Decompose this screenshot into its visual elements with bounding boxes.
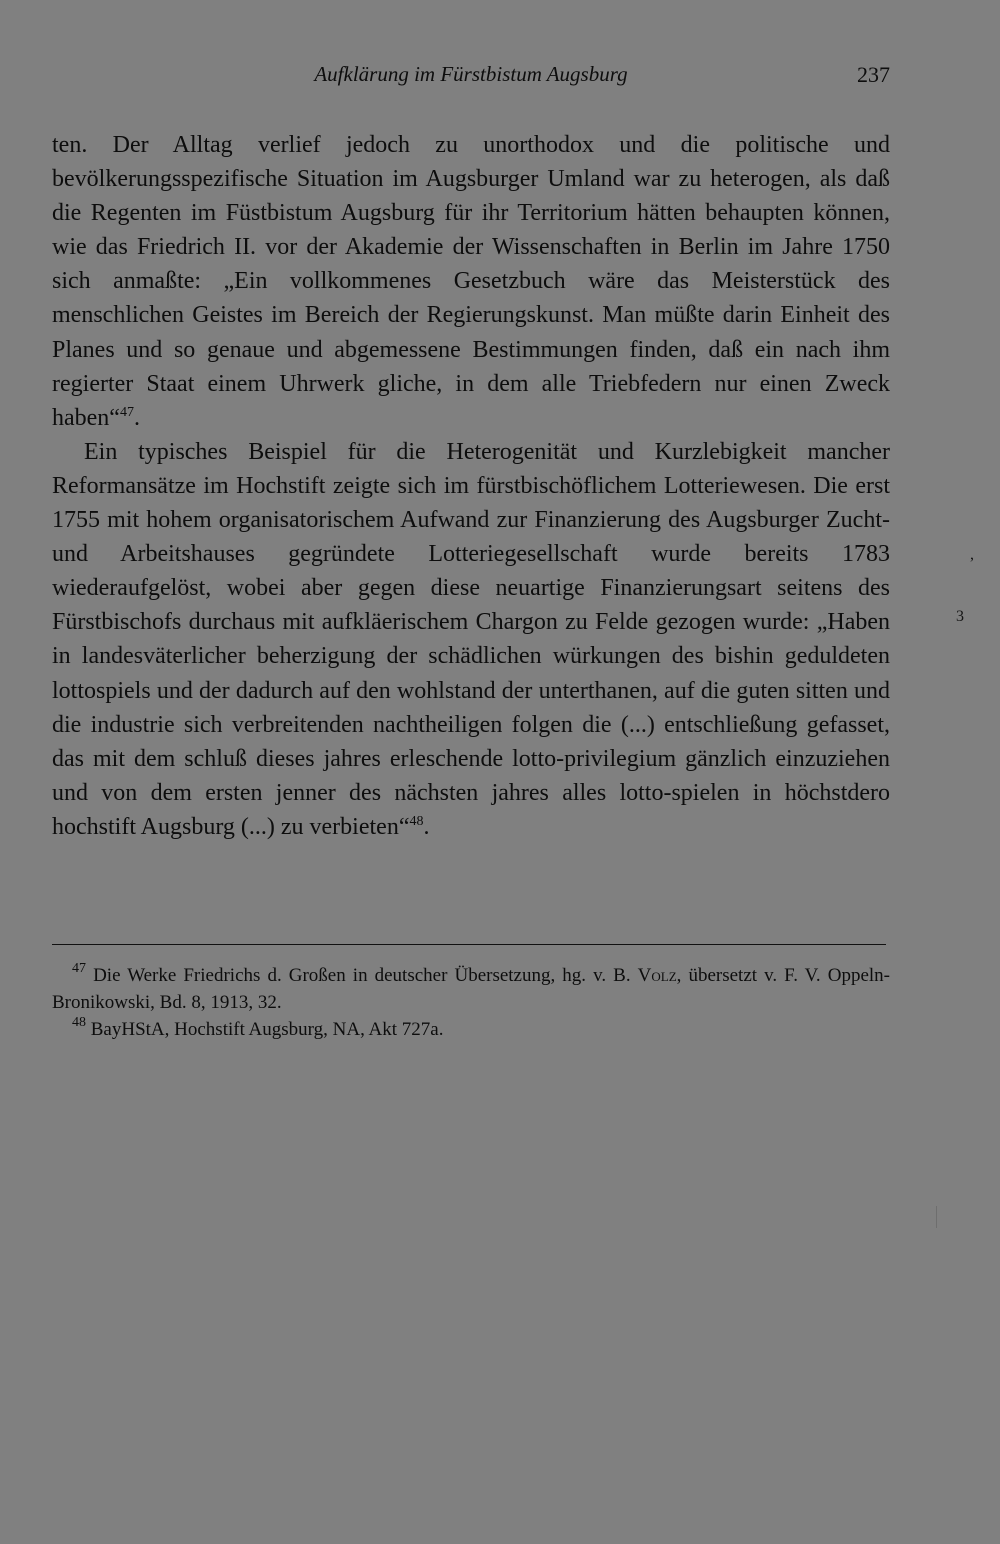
footnote-author: Volz bbox=[637, 965, 677, 986]
footnote-ref-48: 48 bbox=[409, 813, 424, 829]
paragraph-2-text: Ein typisches Beispiel für die Heterogenität und Kurzlebigkeit mancher Reformansätze im Hochstift zeigte sich im fürstbischöflichem Lotteriewesen. Die erst 1755 mit hohem organisatorischem Aufwand zur Finanzierung des Augsburger Zucht- und Arbeitshauses gegründete Lotteriegesellschaft wurde bereits 1783 wiederaufgelöst, wobei aber gegen diese neuartige Finanzierungsart seitens des Fürstbischofs durchaus mit aufkläerischem Chargon zu Felde gezogen wurde: „Haben in landesväterlicher beherzigung der schädlichen würkungen des bishin geduldeten lottospiels und der dadurch auf den wohlstand der unterthanen, auf die guten sitten und die industrie sich verbreitenden nachtheiligen folgen die (...) entschließung gefasset, das mit dem schluß dieses jahres erleschende lotto-privilegium gänzlich einzuziehen und von dem ersten jenner des nächsten jahres alles lotto-spielen in höchstdero hochstift Augsburg (...) zu verbieten“ bbox=[52, 438, 890, 840]
page-number: 237 bbox=[857, 62, 890, 87]
footnote-ref-47: 47 bbox=[119, 404, 134, 420]
paragraph-2 bbox=[52, 435, 890, 844]
footnote-text: BayHStA, Hochstift Augsburg, NA, Akt 727a. bbox=[90, 1019, 444, 1040]
footnote-text-cont: , übersetzt v. F. V. Oppeln-Bronikowski, Bd. 8, 1913, 32. bbox=[52, 965, 890, 1013]
paragraph-1-text: ten. Der Alltag verlief jedoch zu unorthodox und die politische und bevölkerungsspezifische Situation im Augsburger Umland war zu heterogen, als daß die Regenten im Füstbistum Augsburg für ihr Territorium hätten behaupten können, wie das Friedrich II. vor der Akademie der Wissenschaften in Berlin im Jahre 1750 sich anmaßte: „Ein vollkommenes Gesetzbuch wäre das Meisterstück des menschlichen Geistes im Bereich der Regierungskunst. Man müßte darin Einheit des Planes und so genaue und abgemessene Bestimmungen finden, daß ein nach ihm regierter Staat einem Uhrwerk gliche, in dem alle Triebfedern nur einen Zweck haben“ bbox=[52, 132, 890, 431]
running-title: Aufklärung im Fürstbistum Augsburg bbox=[314, 62, 628, 86]
footnote-divider bbox=[52, 944, 886, 945]
footnote-number: 47 bbox=[72, 961, 86, 976]
body-text bbox=[52, 128, 890, 844]
paragraph-2-end: . bbox=[423, 813, 430, 840]
scan-artifact bbox=[936, 1206, 937, 1228]
margin-mark: 3 bbox=[956, 608, 964, 625]
margin-mark: , bbox=[970, 546, 974, 563]
paragraph-1 bbox=[52, 128, 890, 435]
footnote-text: Die Werke Friedrichs d. Großen in deutscher Übersetzung, hg. v. B. bbox=[93, 965, 638, 986]
footnotes bbox=[52, 962, 890, 1043]
footnote-number: 48 bbox=[72, 1015, 86, 1030]
footnote-48 bbox=[52, 1016, 890, 1043]
paragraph-1-end: . bbox=[133, 404, 140, 431]
running-head bbox=[52, 62, 890, 92]
footnote-47 bbox=[52, 962, 890, 1016]
